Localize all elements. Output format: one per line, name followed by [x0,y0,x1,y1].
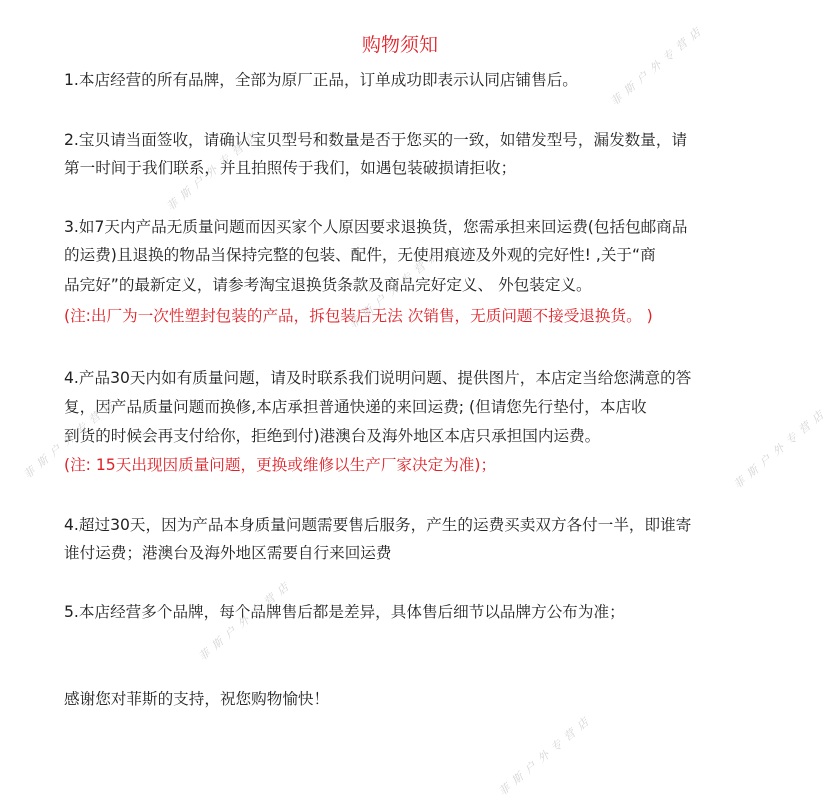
watermark-text: 菲斯户外专营店 [21,394,121,482]
policy-3-note: (注:出厂为一次性塑封包装的产品，拆包装后无法 次销售，无质问题不接受退换货。 ) [64,307,653,325]
policy-5-line-1: 4.超过30天，因为产品本身质量问题需要售后服务，产生的运费买卖双方各付一半，即谁寄 [64,516,692,534]
watermark-text: 菲斯户外专营店 [608,21,708,109]
policy-3-line-2: 的运费)且退换的物品当保持完整的包装、配件，无使用痕迹及外观的完好性! ,关于“商 [64,246,656,264]
watermark-text: 菲斯户外专营店 [164,126,264,214]
watermark-text: 菲斯户外专营店 [196,576,296,664]
watermark-text: 菲斯户外专营店 [346,244,446,332]
policy-1-line: 1.本店经营的所有品牌，全部为原厂正品，订单成功即表示认同店铺售后。 [64,71,578,89]
closing-line: 感谢您对菲斯的支持，祝您购物愉快！ [64,690,330,708]
policy-4-line-3: 到货的时候会再支付给你，拒绝到付)港澳台及海外地区本店只承担国内运费。 [64,427,601,445]
policy-5-line-2: 谁付运费；港澳台及海外地区需要自行来回运费 [64,544,392,562]
policy-2-line-1: 2.宝贝请当面签收，请确认宝贝型号和数量是否于您买的一致，如错发型号，漏发数量，请 [64,131,688,149]
watermark-text: 菲斯户外专营店 [496,711,596,799]
page-title: 购物须知 [361,34,438,56]
policy-3-line-1: 3.如7天内产品无质量问题而因买家个人原因要求退换货，您需承担来回运费(包括包邮商品 [64,218,688,236]
policy-4-note: (注: 15天出现因质量问题，更换或维修以生产厂家决定为准)； [64,456,497,474]
policy-4-line-2: 复，因产品质量问题而换修,本店承担普通快递的来回运费; (但请您先行垫付，本店收 [64,398,647,416]
policy-4-line-1: 4.产品30天内如有质量问题，请及时联系我们说明问题、提供图片，本店定当给您满意的答 [64,369,692,387]
policy-2-line-2: 第一时间于我们联系，并且拍照传于我们，如遇包装破损请拒收； [64,159,517,177]
watermark-text: 菲斯户外专营店 [731,404,831,492]
policy-6-line: 5.本店经营多个品牌，每个品牌售后都是差异，具体售后细节以品牌方公布为准； [64,603,625,621]
policy-3-line-3: 品完好”的最新定义，请参考淘宝退换货条款及商品完好定义、 外包装定义。 [64,276,592,294]
